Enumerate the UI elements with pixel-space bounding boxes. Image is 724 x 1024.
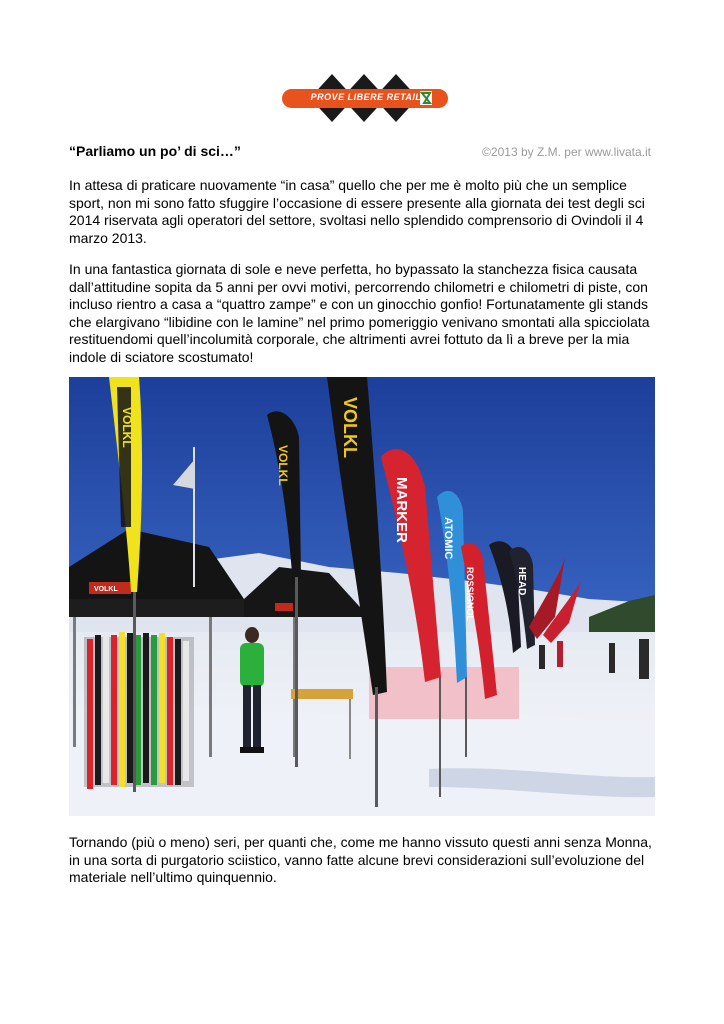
flag-label-volkl-3: VOLKL <box>340 397 360 458</box>
paragraph-intro: In attesa di praticare nuovamente “in casa” quello che per me è molto più che un semplice sport, non mi sono fatto sfuggire l’occasione di essere presente alla giornata dei test degli sci 2014 riservata agli operatori del settore, svoltasi nello splendido comprensorio di Ovindoli il 4 marzo 2013. <box>69 177 645 246</box>
flag-label-head: HEAD <box>516 567 527 596</box>
tent-label: VOLKL <box>94 586 118 593</box>
flag-label-volkl-2: VOLKL <box>276 445 290 486</box>
copyright-notice: ©2013 by Z.M. per www.livata.it <box>482 145 651 159</box>
logo-text: PROVE LIBERE RETAIL <box>310 92 422 102</box>
flag-label-marker: MARKER <box>393 477 410 543</box>
flag-label-rossignol: ROSSIGNOL <box>465 567 475 622</box>
flag-label-atomic: ATOMIC <box>442 517 454 560</box>
ski-test-photo <box>69 377 655 816</box>
logo <box>280 70 450 126</box>
paragraph-day: In una fantastica giornata di sole e neve perfetta, ho bypassato la stanchezza fisica causata dall’attitudine sopita da 5 anni per ovvi motivi, percorrendo chilometri e chilometri di piste, con incluso rientro a casa a “quattro zampe” e con un ginocchio gonfio! Fortunatamente gli stands che elargivano “libidine con le lamine” nel primo pomeriggio venivano smontati alla spicciolata restituendomi quell’incolumità corporale, che altrimenti avrei fottuto da lì a breve per la mia indole di sciatore scostumato! <box>69 261 650 365</box>
page-title: “Parliamo un po’ di sci…” <box>69 143 241 159</box>
flag-label-volkl-1: VOLKL <box>120 407 134 448</box>
paragraph-considerations: Tornando (più o meno) seri, per quanti che, come me hanno vissuto questi anni senza Monna, in una sorta di purgatorio sciistico, vanno fatte alcune brevi considerazioni sull’evoluzione del materiale nell’ultimo quinquennio. <box>69 834 652 885</box>
